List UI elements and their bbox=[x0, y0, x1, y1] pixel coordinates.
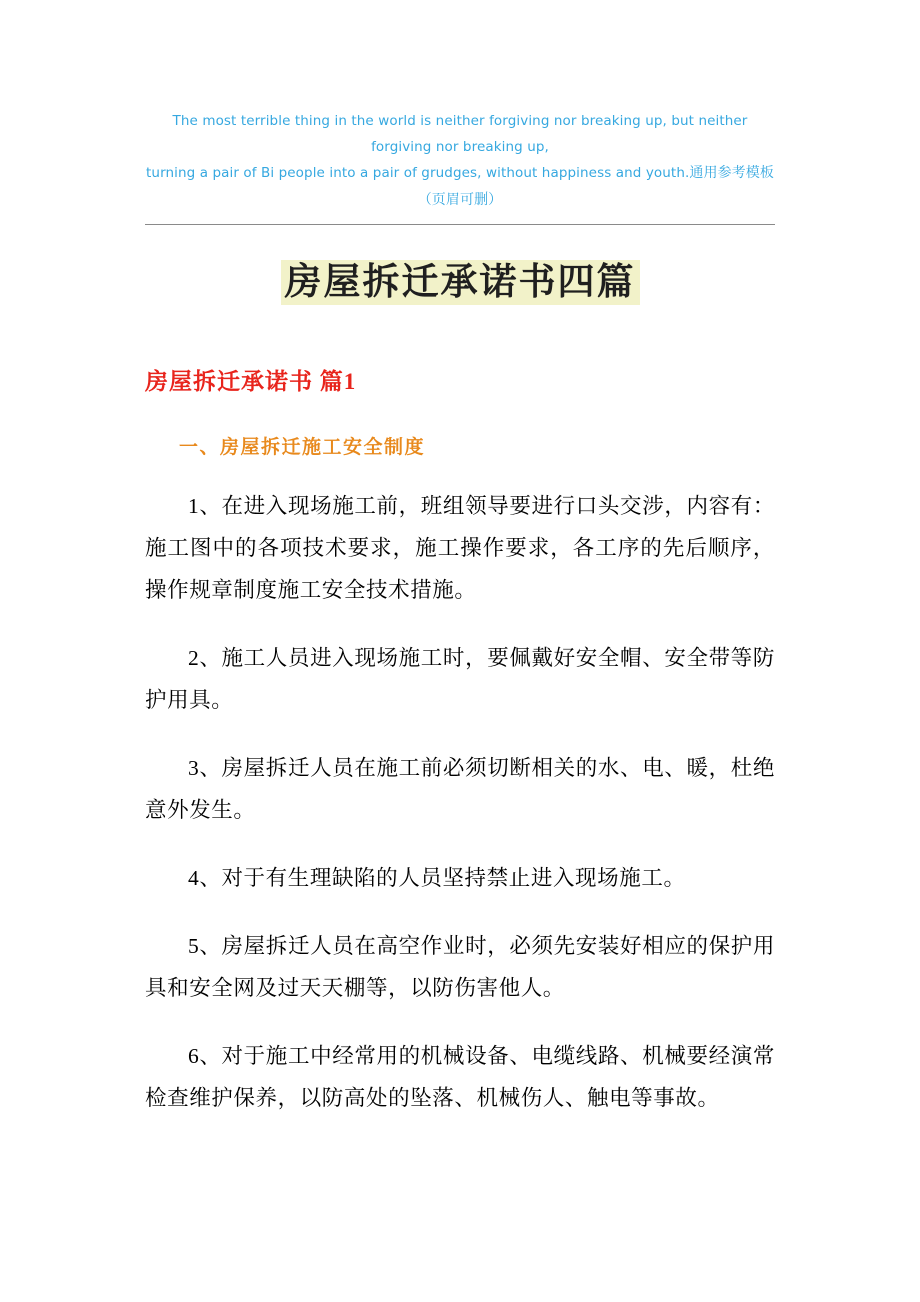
header-line-2-cn: 通用参考模板（页眉可删） bbox=[417, 166, 774, 208]
page-title-text: 房屋拆迁承诺书四篇 bbox=[281, 260, 640, 305]
header-line-1: The most terrible thing in the world is neither forgiving nor breaking up, but neither forgiving nor breaking up, bbox=[172, 113, 748, 155]
paragraph-4: 4、对于有生理缺陷的人员坚持禁止进入现场施工。 bbox=[188, 866, 686, 890]
paragraph-6: 6、对于施工中经常用的机械设备、电缆线路、机械要经演常检查维护保养，以防高处的坠落、机械伤人、触电等事故。 bbox=[145, 1044, 775, 1110]
paragraph-1: 1、在进入现场施工前，班组领导要进行口头交涉，内容有：施工图中的各项技术要求，施工操作要求，各工序的先后顺序，操作规章制度施工安全技术措施。 bbox=[145, 494, 775, 602]
subsection-heading: 一、房屋拆迁施工安全制度 bbox=[179, 437, 426, 458]
section-heading: 房屋拆迁承诺书 篇1 bbox=[145, 369, 357, 394]
header-divider bbox=[145, 224, 775, 225]
page-title bbox=[145, 251, 775, 305]
header-line-2 bbox=[145, 160, 775, 214]
body-content bbox=[145, 485, 775, 1119]
paragraph-2: 2、施工人员进入现场施工时，要佩戴好安全帽、安全带等防护用具。 bbox=[145, 646, 775, 712]
paragraph-5: 5、房屋拆迁人员在高空作业时，必须先安装好相应的保护用具和安全网及过天天棚等，以防伤害他人。 bbox=[145, 934, 775, 1000]
page-header bbox=[145, 0, 775, 225]
header-line-2-en: turning a pair of Bi people into a pair of grudges, without happiness and youth. bbox=[146, 165, 690, 181]
paragraph-3: 3、房屋拆迁人员在施工前必须切断相关的水、电、暖，杜绝意外发生。 bbox=[145, 756, 775, 822]
